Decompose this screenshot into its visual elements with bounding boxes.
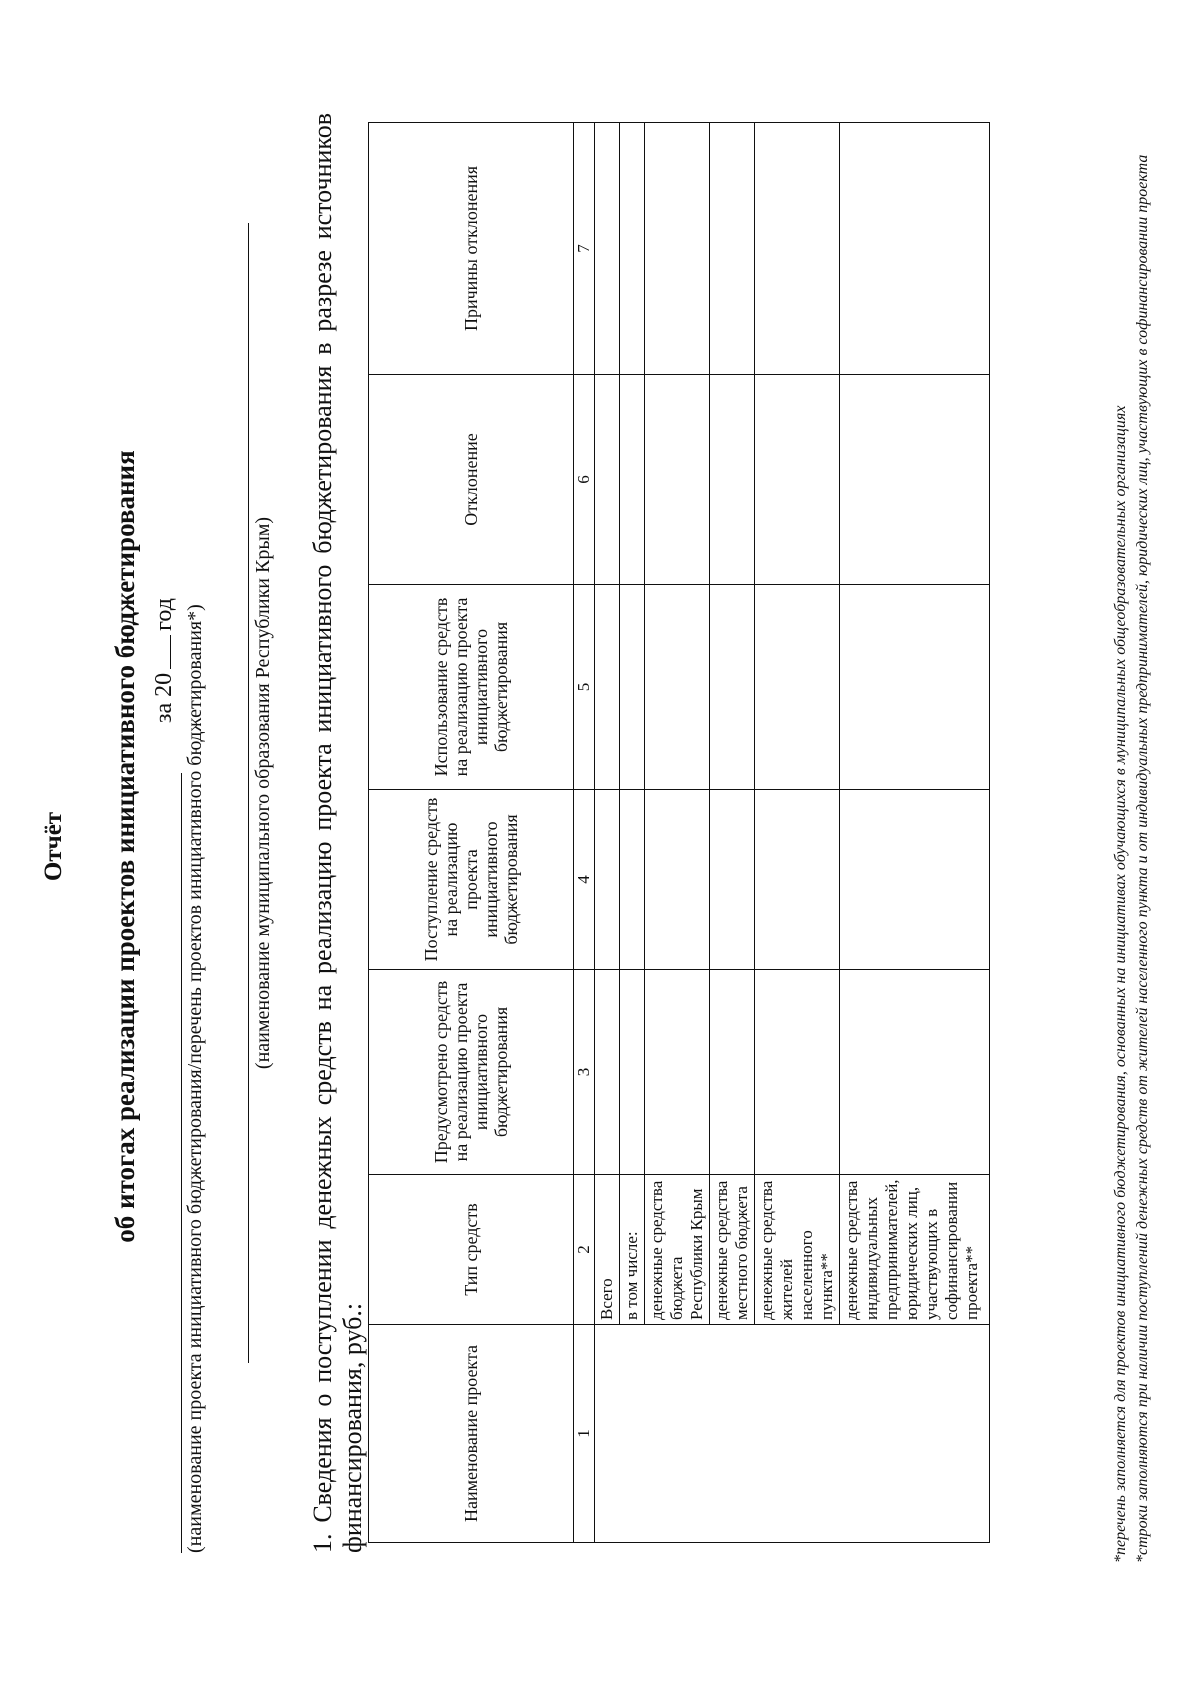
column-header: Отклонение — [369, 375, 574, 585]
data-cell[interactable] — [710, 375, 755, 585]
column-number: 6 — [574, 375, 595, 585]
municipality-name-caption: (наименование муниципального образования Республики Крым) — [252, 516, 274, 1070]
funding-type-cell: денежные средства индивидуальных предпринимателей, юридических лиц, участвующих в софинансировании проекта** — [840, 1175, 990, 1325]
column-header: Использование средств на реализацию проекта инициативного бюджетирования — [369, 585, 574, 790]
data-cell[interactable] — [755, 790, 840, 970]
data-cell[interactable] — [645, 790, 710, 970]
data-cell[interactable] — [840, 970, 990, 1175]
column-header: Тип средств — [369, 1175, 574, 1325]
column-number: 2 — [574, 1175, 595, 1325]
data-cell[interactable] — [840, 790, 990, 970]
funding-sources-table — [368, 122, 990, 1543]
data-cell[interactable] — [645, 585, 710, 790]
project-name-caption: (наименование проекта инициативного бюджетирования/перечень проектов инициативного бюджетирования*) — [184, 604, 206, 1553]
report-subtitle: об итогах реализации проектов инициативного бюджетирования — [110, 450, 140, 1243]
data-cell[interactable] — [710, 123, 755, 375]
data-cell[interactable] — [710, 585, 755, 790]
data-cell[interactable] — [840, 375, 990, 585]
table-row — [595, 123, 620, 1543]
reporting-year-line — [150, 598, 178, 723]
column-number: 1 — [574, 1325, 595, 1543]
data-cell[interactable] — [840, 585, 990, 790]
column-header: Предусмотрено средств на реализацию проекта инициативного бюджетирования — [369, 970, 574, 1175]
funding-type-cell: денежные средства бюджета Республики Крым — [645, 1175, 710, 1325]
data-cell[interactable] — [620, 123, 645, 375]
data-cell[interactable] — [645, 375, 710, 585]
data-cell[interactable] — [755, 375, 840, 585]
data-cell[interactable] — [595, 375, 620, 585]
data-cell[interactable] — [755, 585, 840, 790]
column-number: 3 — [574, 970, 595, 1175]
municipality-name-line — [248, 223, 249, 1363]
data-cell[interactable] — [710, 970, 755, 1175]
data-cell[interactable] — [595, 790, 620, 970]
year-blank — [150, 635, 171, 669]
column-number: 4 — [574, 790, 595, 970]
column-number: 5 — [574, 585, 595, 790]
funding-type-cell: денежные средства жителей населенного пункта** — [755, 1175, 840, 1325]
data-cell[interactable] — [645, 123, 710, 375]
column-header: Наименование проекта — [369, 1325, 574, 1543]
column-number-row — [574, 123, 595, 1543]
footnotes — [1110, 103, 1154, 1563]
year-suffix: год — [151, 598, 177, 631]
data-cell[interactable] — [620, 375, 645, 585]
data-cell[interactable] — [840, 123, 990, 375]
column-header: Поступление средств на реализацию проекта инициативного бюджетирования — [369, 790, 574, 970]
footnote: *строки заполняются при наличии поступлений денежных средств от жителей населенного пункта и от индивидуальных предпринимателей, юридических лиц, участвующих в софинансировании проекта — [1134, 154, 1151, 1563]
funding-type-cell: Всего — [595, 1175, 620, 1325]
data-cell[interactable] — [755, 123, 840, 375]
data-cell[interactable] — [620, 585, 645, 790]
column-header: Причины отклонения — [369, 123, 574, 375]
project-name-line — [181, 773, 182, 1553]
data-cell[interactable] — [710, 790, 755, 970]
data-cell[interactable] — [755, 970, 840, 1175]
data-cell[interactable] — [595, 585, 620, 790]
data-cell[interactable] — [620, 970, 645, 1175]
data-cell[interactable] — [595, 970, 620, 1175]
footnote: *перечень заполняется для проектов инициативного бюджетирования, основанных на инициативах обучающихся в муниципальных общеобразовательных организациях — [1112, 405, 1129, 1563]
year-prefix: за 20 — [151, 672, 177, 723]
report-title: Отчёт — [40, 811, 67, 882]
section-heading: 1. Сведения о поступлении денежных средств на реализацию проекта инициативного бюджетирования в разрезе источников финансирования, руб.: — [308, 113, 367, 1553]
funding-type-cell: в том числе: — [620, 1175, 645, 1325]
data-cell[interactable] — [595, 123, 620, 375]
column-number: 7 — [574, 123, 595, 375]
project-name-cell[interactable] — [595, 1325, 990, 1543]
funding-type-cell: денежные средства местного бюджета — [710, 1175, 755, 1325]
table-header-row — [369, 123, 574, 1543]
data-cell[interactable] — [645, 970, 710, 1175]
data-cell[interactable] — [620, 790, 645, 970]
